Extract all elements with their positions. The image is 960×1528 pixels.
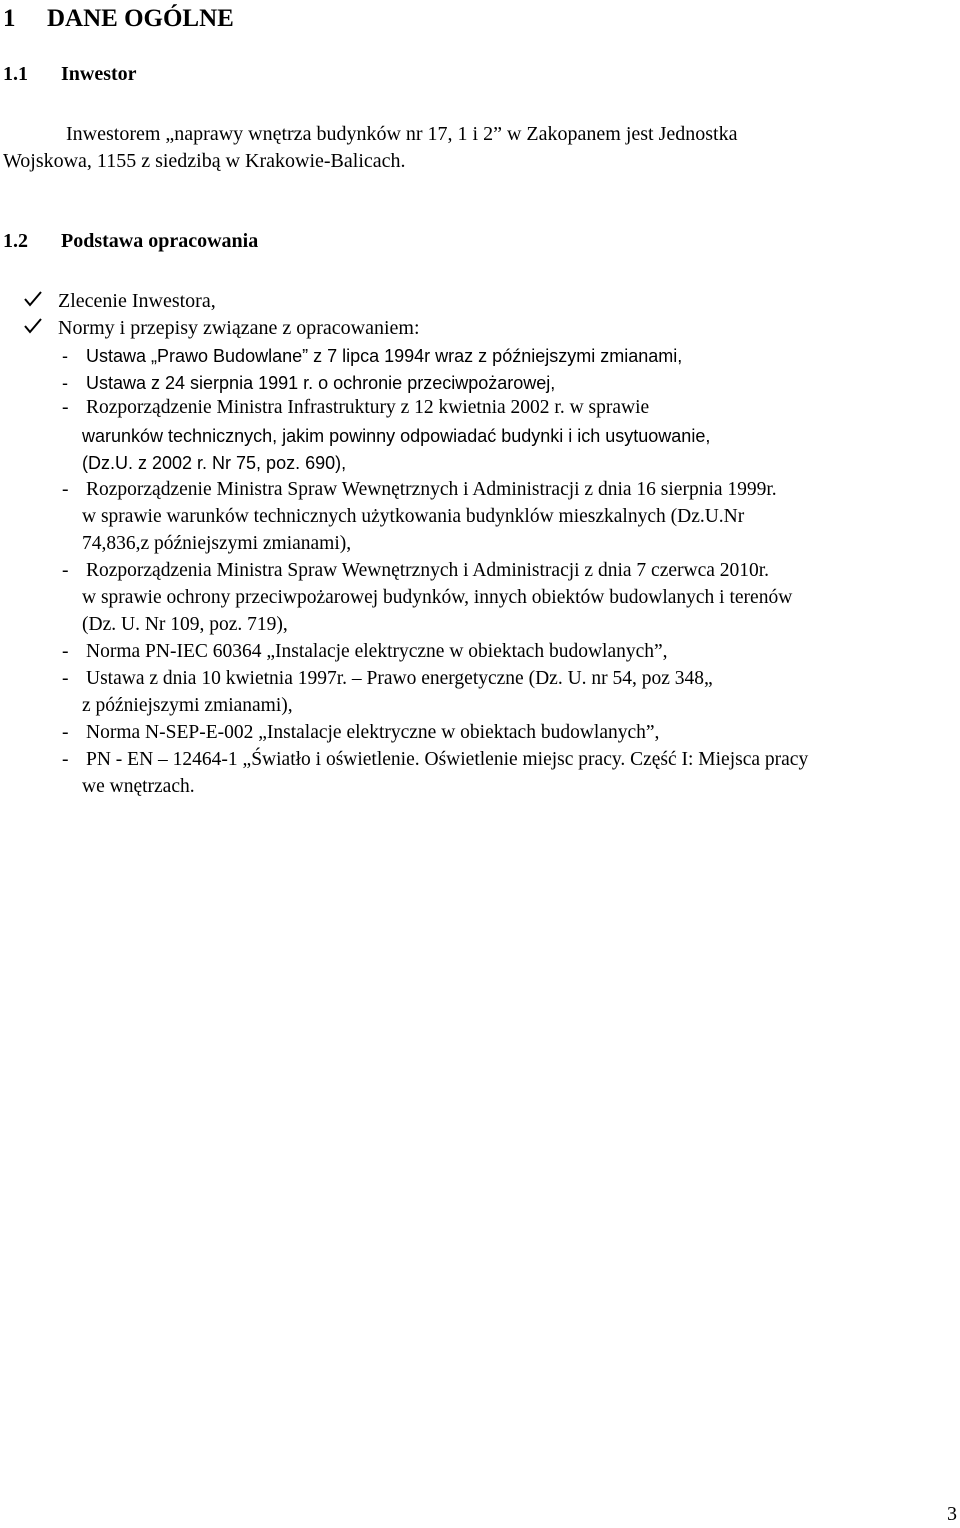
list-item bbox=[62, 666, 713, 692]
heading-1-2 bbox=[3, 228, 258, 254]
heading-1-2-number: 1.2 bbox=[3, 230, 28, 252]
heading-1-1-title: Inwestor bbox=[61, 63, 137, 85]
list-item-continuation: w sprawie ochrony przeciwpożarowej budynków, innych obiektów budowlanych i terenów bbox=[82, 587, 793, 608]
list-item bbox=[62, 370, 555, 396]
investor-paragraph-line-1: Inwestorem „naprawy wnętrza budynków nr 17, 1 i 2” w Zakopanem jest Jednostka bbox=[66, 123, 738, 145]
check-item-2 bbox=[24, 315, 420, 341]
list-item-continuation: (Dz. U. Nr 109, poz. 719), bbox=[82, 614, 288, 635]
list-item-text: Norma PN-IEC 60364 „Instalacje elektryczne w obiektach budowlanych”, bbox=[86, 641, 668, 662]
check-mark-icon bbox=[24, 288, 58, 314]
list-item-continuation: w sprawie warunków technicznych użytkowania budynklów mieszkalnych (Dz.U.Nr bbox=[82, 506, 745, 527]
list-item-text: Rozporządzenie Ministra Infrastruktury z 12 kwietnia 2002 r. w sprawie bbox=[86, 397, 650, 418]
list-item-text: Ustawa z 24 sierpnia 1991 r. o ochronie przeciwpożarowej, bbox=[86, 373, 556, 393]
list-dash: - bbox=[62, 346, 68, 366]
heading-1-1 bbox=[3, 61, 137, 87]
check-mark-icon bbox=[24, 315, 58, 341]
list-item-continuation: warunków technicznych, jakim powinny odpowiadać budynki i ich usytuowanie, bbox=[82, 426, 711, 446]
list-item bbox=[62, 343, 682, 369]
list-item bbox=[62, 720, 659, 746]
check-item-2-text: Normy i przepisy związane z opracowaniem: bbox=[58, 317, 420, 339]
list-dash: - bbox=[62, 560, 69, 581]
list-item bbox=[62, 477, 777, 503]
list-item-text: Norma N-SEP-E-002 „Instalacje elektryczne w obiektach budowlanych”, bbox=[86, 722, 660, 743]
list-item bbox=[62, 558, 769, 584]
heading-1-1-number: 1.1 bbox=[3, 63, 28, 85]
list-dash: - bbox=[62, 668, 69, 689]
list-item-text: Rozporządzenia Ministra Spraw Wewnętrznych i Administracji z dnia 7 czerwca 2010r. bbox=[86, 560, 770, 581]
list-dash: - bbox=[62, 479, 69, 500]
heading-1-text: DANE OGÓLNE bbox=[47, 5, 234, 32]
check-item-1 bbox=[24, 288, 216, 314]
list-dash: - bbox=[62, 373, 68, 393]
page-number: 3 bbox=[947, 1503, 957, 1525]
list-item-continuation: (Dz.U. z 2002 r. Nr 75, poz. 690), bbox=[82, 453, 347, 473]
list-item-continuation: z późniejszymi zmianami), bbox=[82, 695, 293, 716]
check-item-1-text: Zlecenie Inwestora, bbox=[58, 290, 216, 312]
list-dash: - bbox=[62, 722, 69, 743]
heading-1-number: 1 bbox=[3, 5, 16, 32]
list-item bbox=[62, 747, 808, 773]
heading-1 bbox=[3, 4, 234, 34]
list-item-text: Rozporządzenie Ministra Spraw Wewnętrznych i Administracji z dnia 16 sierpnia 1999r. bbox=[86, 479, 777, 500]
list-item-continuation: 74,836,z późniejszymi zmianami), bbox=[82, 533, 352, 554]
investor-paragraph-line-2: Wojskowa, 1155 z siedzibą w Krakowie-Balicach. bbox=[3, 150, 406, 172]
list-item-text: Ustawa „Prawo Budowlane” z 7 lipca 1994r wraz z późniejszymi zmianami, bbox=[86, 346, 683, 366]
list-dash: - bbox=[62, 749, 69, 770]
list-dash: - bbox=[62, 397, 69, 418]
list-item bbox=[62, 395, 649, 421]
list-item-text: PN - EN – 12464-1 „Światło i oświetlenie. Oświetlenie miejsc pracy. Część I: Miejsca pracy bbox=[86, 749, 809, 770]
heading-1-2-title: Podstawa opracowania bbox=[61, 230, 259, 252]
list-item bbox=[62, 639, 668, 665]
list-item-continuation: we wnętrzach. bbox=[82, 776, 195, 797]
list-dash: - bbox=[62, 641, 69, 662]
list-item-text: Ustawa z dnia 10 kwietnia 1997r. – Prawo energetyczne (Dz. U. nr 54, poz 348„ bbox=[86, 668, 713, 689]
